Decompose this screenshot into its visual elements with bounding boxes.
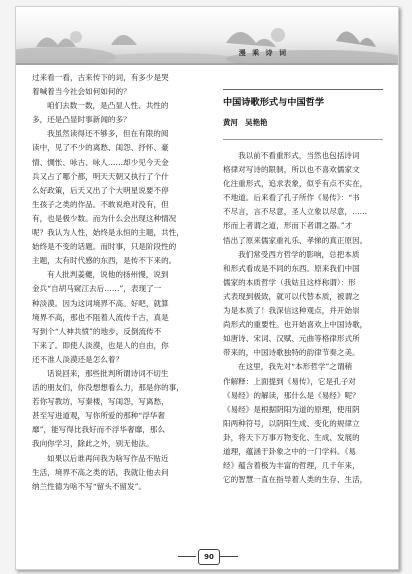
text-line: 式表现到极致，就可以代替本质，被谓之 [223, 291, 360, 301]
page-footer [178, 548, 238, 564]
text-line: 有人批判姜夔，说他的扬州慢，说到 [47, 270, 169, 280]
text-line: 有，也是极少数。而为什么会出现这种情况 [32, 213, 177, 223]
title-rule-bottom [223, 139, 383, 140]
lotus-header-art [16, 7, 398, 65]
text-line: 在这里，我先对“本形哲学”之谓稍 [238, 362, 353, 372]
right-column [223, 149, 383, 487]
text-line: 尚形式的重要性。也开始喜欢上中国诗歌， [223, 320, 368, 330]
text-line: 如果以后谁再问我为啥写作品不贴近 [47, 453, 169, 463]
section-title: 漫 乘 诗 词 [238, 49, 288, 57]
text-line: 经》蕴含着极为丰富的哲理，几千年来， [223, 461, 360, 471]
text-line: 我们常受西方哲学的影响，总把本质 [238, 249, 360, 259]
text-line: 不地道。后来看了孔子所作《易传》：“书 [223, 193, 360, 203]
text-line: 我虽然读得还不够多，但在有限的阅 [47, 129, 169, 139]
text-line: 金兵“自胡马窥江去后……”，表现了一 [32, 284, 162, 294]
text-line: 活的朋友们，你没想想看么力，那是你的事， [32, 383, 184, 393]
text-line: 悟出了原来儒家重礼乐、孝悌的真正原因。 [223, 235, 368, 245]
text-line: 化注重形式，追求表象，似乎有点不实在， [223, 179, 368, 189]
text-line: 生活，境界不高之类的话，我就让他去问 [32, 467, 169, 477]
text-line: 着喊着当今社会如何如何的？ [32, 87, 131, 97]
title-rule-top [223, 89, 383, 90]
text-line: 带来的，中国诗歌独特的韵律节奏之美。 [223, 348, 360, 358]
article-title: 中国诗歌形式与中国哲学 [223, 97, 325, 108]
text-line: 甚至写进道观，写你所爱的那种“浮华奢 [32, 411, 165, 421]
page-header [16, 7, 398, 65]
text-line: 儒家的本质哲学（我姑且这样称谓）：形 [223, 277, 356, 287]
text-line: 还不准人淡漠还是怎么着？ [32, 354, 124, 364]
text-line: 多，还是凸显时事新闻的多？ [32, 115, 131, 125]
text-line: 我向你学习，除此之外，别无他法。 [32, 439, 154, 449]
text-line: 兵又占了哪个都，明天天朝又执行了个什 [32, 171, 169, 181]
text-line: 格律对写诗的限制，所以也不喜欢儒家文 [223, 165, 360, 175]
magazine-page [15, 6, 399, 570]
text-line: 始终是不变的话题。而时事，只是阶段性的 [32, 242, 177, 252]
text-line: 写到个“人神共愤”的地步，反倒流传不 [32, 326, 162, 336]
article-author: 黄河 吴艳艳 [223, 118, 268, 127]
footer-line-left [178, 556, 196, 557]
text-line: 咱们去数一数，是凸显人性、共性的 [47, 101, 169, 111]
text-line: 不尽言，言不尽意，圣人立象以尽意，…… [223, 207, 368, 217]
text-line: 境界不高，那也不阻着人流传千古，真是 [32, 312, 169, 322]
text-line: 情、惆怅、咏古、咏人……却少见今天金 [32, 157, 169, 167]
text-line: 《易经》是根据阴阳为道的原理，使用阴 [223, 404, 360, 414]
text-line: 它的智慧一直在指导着人类的生存、生活， [223, 475, 368, 485]
left-column [32, 71, 201, 494]
text-line: 作解释：上面提到《易传》，它是孔子对 [223, 376, 356, 386]
text-line: 阳两种符号，以阴阳生成、变化的规律立 [223, 418, 360, 428]
text-line: 过来看一看，古来传下的词，有多少是哭 [32, 73, 169, 82]
text-line: 形而上者谓之道，形而下者谓之器。”才 [223, 221, 353, 231]
text-line: 和形式看成是不同的东西。原来我们中国 [223, 263, 360, 273]
text-line: 《易经》的解读，那什么是《易经》呢？ [223, 390, 360, 400]
text-line: 道理，蕴涵于卦象之中的一门学科。《易 [223, 446, 356, 456]
text-line: 话说回来，那些批判所谓诗词不切生 [47, 368, 169, 378]
text-line: 我以前不看重形式，当然也包括诗词 [238, 151, 360, 160]
text-line: 如唐诗、宋词、汉赋、元曲等格律形式所 [223, 334, 360, 344]
text-line: 下来了。即使人淡漠，也是人的自由，你 [32, 340, 169, 350]
text-line: 卦，将天下万事万物变化、生成、发展的 [223, 432, 360, 442]
footer-line-right [220, 556, 238, 557]
text-line: 靡”，能写得比我好而不浮华奢靡，那么 [32, 425, 165, 435]
text-line: 主题，太有时代感的东西，是传不下来的。 [32, 256, 177, 266]
text-line: 纳兰性德为啥不写“留头不留发”。 [32, 481, 147, 491]
text-line: 呢？我认为人性，始终是永恒的主题，共性， [32, 228, 184, 238]
text-line: 么好政策，后天又出了个大明星说要不停 [32, 185, 169, 195]
text-line: 种淡漠。因为这词境界不高。好吧，就算 [32, 298, 169, 308]
text-line: 若你写教坊，写秦楼，写闺怨，写离愁， [32, 397, 169, 407]
text-line: 读中，见了不少的离愁、闺怨、抒怀、豪 [32, 143, 169, 153]
text-line: 生孩子之类的作品。不敢说绝对没有，但 [32, 199, 169, 209]
page-number: 90 [198, 549, 220, 565]
text-line: 为是本质了！我深信这种观点，并开始崇 [223, 306, 360, 316]
